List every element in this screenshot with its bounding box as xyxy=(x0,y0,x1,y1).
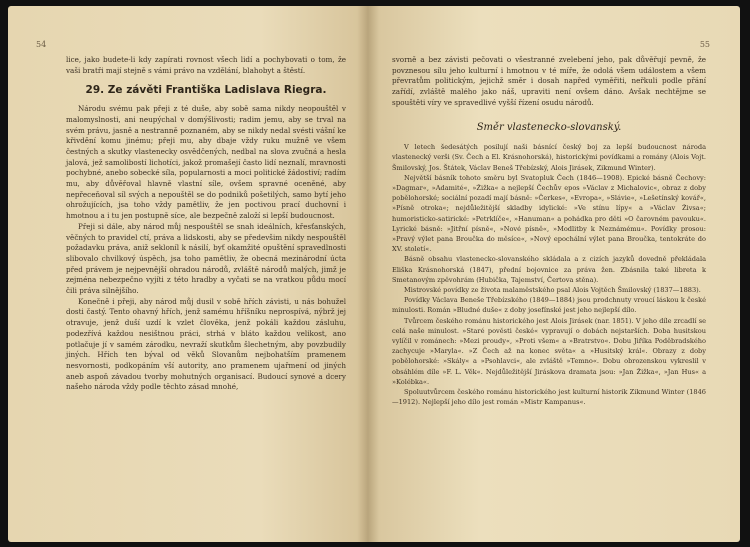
right-paragraph: Povídky Václava Beneše Třebízského (1849—1884) jsou prodchnuty vroucí láskou k české minulosti. Román »Bludné duše« z doby josefínské jest jeho nejlepší dílo. xyxy=(392,296,706,315)
right-paragraph: Největší básník tohoto směru byl Svatopluk Čech (1846—1908). Epické básně Čechovy: »Dagmar«, »Adamité«, »Žižka« a nejlepší Čechův epos »Václav z Michalovic«, obraz z doby pobělohorské; sociální pozadí mají básně: »Čerkes«, »Evropa«, »Slávie«, »Lešetínský kovář«, »Písně otroka«; nejdůležitější skladby idylické: »Ve stínu lípy« a »Václav Živsa«; humoristicko-satirické: »Petrklíče«, »Hanuman« a pohádka pro děti »O čarovném pavouku«. Lyrické básně: »Jitřní písně«, »Nové písně«, »Modlitby k Neznámému«. Povídky prosou: »Pravý výlet pana Broučka do měsíce«, »Nový epochální výlet pana Broučka, tentokráte do XV. století«. xyxy=(392,173,706,254)
right-continued-text: svorně a bez závisti pečovati o všestranné zvelebení jeho, pak důvěřují pevně, že povznesou sílu jeho kulturní i hmotnou v té míře, že odolá všem událostem a všem převratům politickým, jejichž směr i dosah napřed vyměřiti, neřkuli podle přání zařídí, zvláště malého jako náš, upraviti není ovšem dáno. Avšak nechtějme se spouštěti víry ve spravedlivé vyšší řízení osudu národů. xyxy=(392,55,706,107)
right-text-column xyxy=(392,55,706,408)
right-paragraph: Básně obsahu vlastenecko-slovanského skládala a z cizích jazyků dovedně překládala Eliška Krásnohorská (1847), přední bojovnice za práva žen. Zbásnila také libreta k Smetanovým zpěvohrám (Hubička, Tajemství, Čertova stěna). xyxy=(392,255,706,284)
page-number-right: 55 xyxy=(699,40,710,49)
section-heading-direction: Směr vlastenecko-slovanský. xyxy=(476,121,622,133)
left-page xyxy=(8,6,368,542)
section-heading-rieger: 29. Ze závěti Františka Ladislava Riegra. xyxy=(85,84,327,97)
right-paragraph: Tvůrcem českého románu historického jest Alois Jirásek (nar. 1851). V jeho díle zrcadlí se celá naše minulost. »Staré pověsti české« vypravují o dobách nejstarších. Doba husitskou vylíčil v románech: »Mezi proudy«, »Proti všem« a »Bratrstvo«. Dobu Jiříka Poděbradského zachycuje »Maryla«. »Z Čech až na konec světa« a »Husitský král«. Obrazy z doby pobělohorské: »Skály« a »Psohlavci«, ale zvláště »Temno«. Dobu obrozenskou vykreslil v obsáhlém díle »F. L. Věk«. Nejdůležitější Jiráskova dramata jsou: »Jan Žižka«, »Jan Hus« a »Kolébka«. xyxy=(392,316,706,386)
right-paragraph: Spoluutvůrcem českého románu historického jest kulturní historik Zikmund Winter (1846—1912). Nejlepší jeho dílo jest román »Mistr Kampanus«. xyxy=(392,388,706,407)
page-number-left: 54 xyxy=(36,40,47,49)
left-text-column xyxy=(66,55,346,393)
left-continued-text: lice, jako budete-li kdy zapírati rovnost všech lidí a pochybovati o tom, že vaši bratři mají stejně s vámi právo na vzdělání, blahobyt a štěstí. xyxy=(66,55,346,75)
left-paragraph: Konečně i přeji, aby národ můj dusil v sobě hřích závisti, u nás bohužel dosti častý. Tento ohavný hřích, jenž samému hříšníku neprospívá, nýbrž jej otravuje, jenž duší uzdí k vzlet člověka, jenž pokáli každou zásluhu, podezřívá každou nesištnou práci, strhá v bláto každou velikost, ano potlačuje jí v samém zárodku, nevraží skutkům šlechetným, aby povzbudily jiných. Hřích ten býval od věků Slovanům nejbohatším pramenem nesvornosti, podkopáním vší autority, ano pramenem ujařmení od jiných aneb aspoň závadou tvorby mohutných organisací. Budoucí synové a dcery našeho národa vždy podle těchto zásad mnohé, xyxy=(66,296,346,392)
right-paragraph: Mistrovské povídky ze života malaměstského psal Alois Vojtěch Šmilovský (1837—1883). xyxy=(404,286,701,295)
left-paragraph: Přeji si dále, aby národ můj nespouštěl se snah ideálních, křesťanských, věčných to pravidel ctí, práva a lidskosti, aby se předevšim nikdy nespouštěl požadavku práva, aniž sekloníl k násilí, byť okamžité opuštění spravedlnosti slibovalo chvilkový úspěch, jsa toho pamětliv, že obecná mezinárodní úcta před právem je nejpevnější ohradou národů, zvláště národů malých, jimž je zejména nebezpečno vyjíti z této hradby a vyčati se na vratkou půdu mocí čili práva silnějšího. xyxy=(66,221,346,296)
right-page xyxy=(368,6,740,542)
right-paragraph: V letech šedesátých posilují naši básnící český boj za lepší budoucnost národa vlastenecký verši (Sv. Čech a El. Krásnohorská), historickými povídkami a romány (Alois Vojt. Šmilovský, Jos. Štátek, Václav Beneš Třebízský, Alois Jirásek, Zikmund Winter). xyxy=(392,143,706,172)
left-paragraph: Národu svému pak přeji z té duše, aby sobě sama nikdy neopouštěl v malomyslnosti, ani neupýchal v domýšlivosti; radim jemu, aby se trval na svém právu, jasně a nestranně poznaném, aby se nikdy nedal svésti vášní ke křivdění komu jinému; přeji mu, aby dbaje vždy ruku mužně ve všem čestných a skutky vlastenecky osvědčených, nedbal na slova zvučná a hesla jalová, jež samolibostí lichotíci, jakož promašejí často lidí neznalí, mravnosti pochybné, anebo sobecké síla, popularnosti a moci politické žádostiví; radím mu, aby důvěřoval hlavně vlastní síle, ovšem spravné oceněné, aby nepřeceňoval síl svých a nepouštěl se do podniků pošetilých, samo bytí jeho ohrožujících, jsa toho vždy pamětliv, že jen poctivou prací duchovní i hmotnou a i tu jen postupně síce, ale bezpečně založí si lepší budoucnost. xyxy=(66,104,346,221)
